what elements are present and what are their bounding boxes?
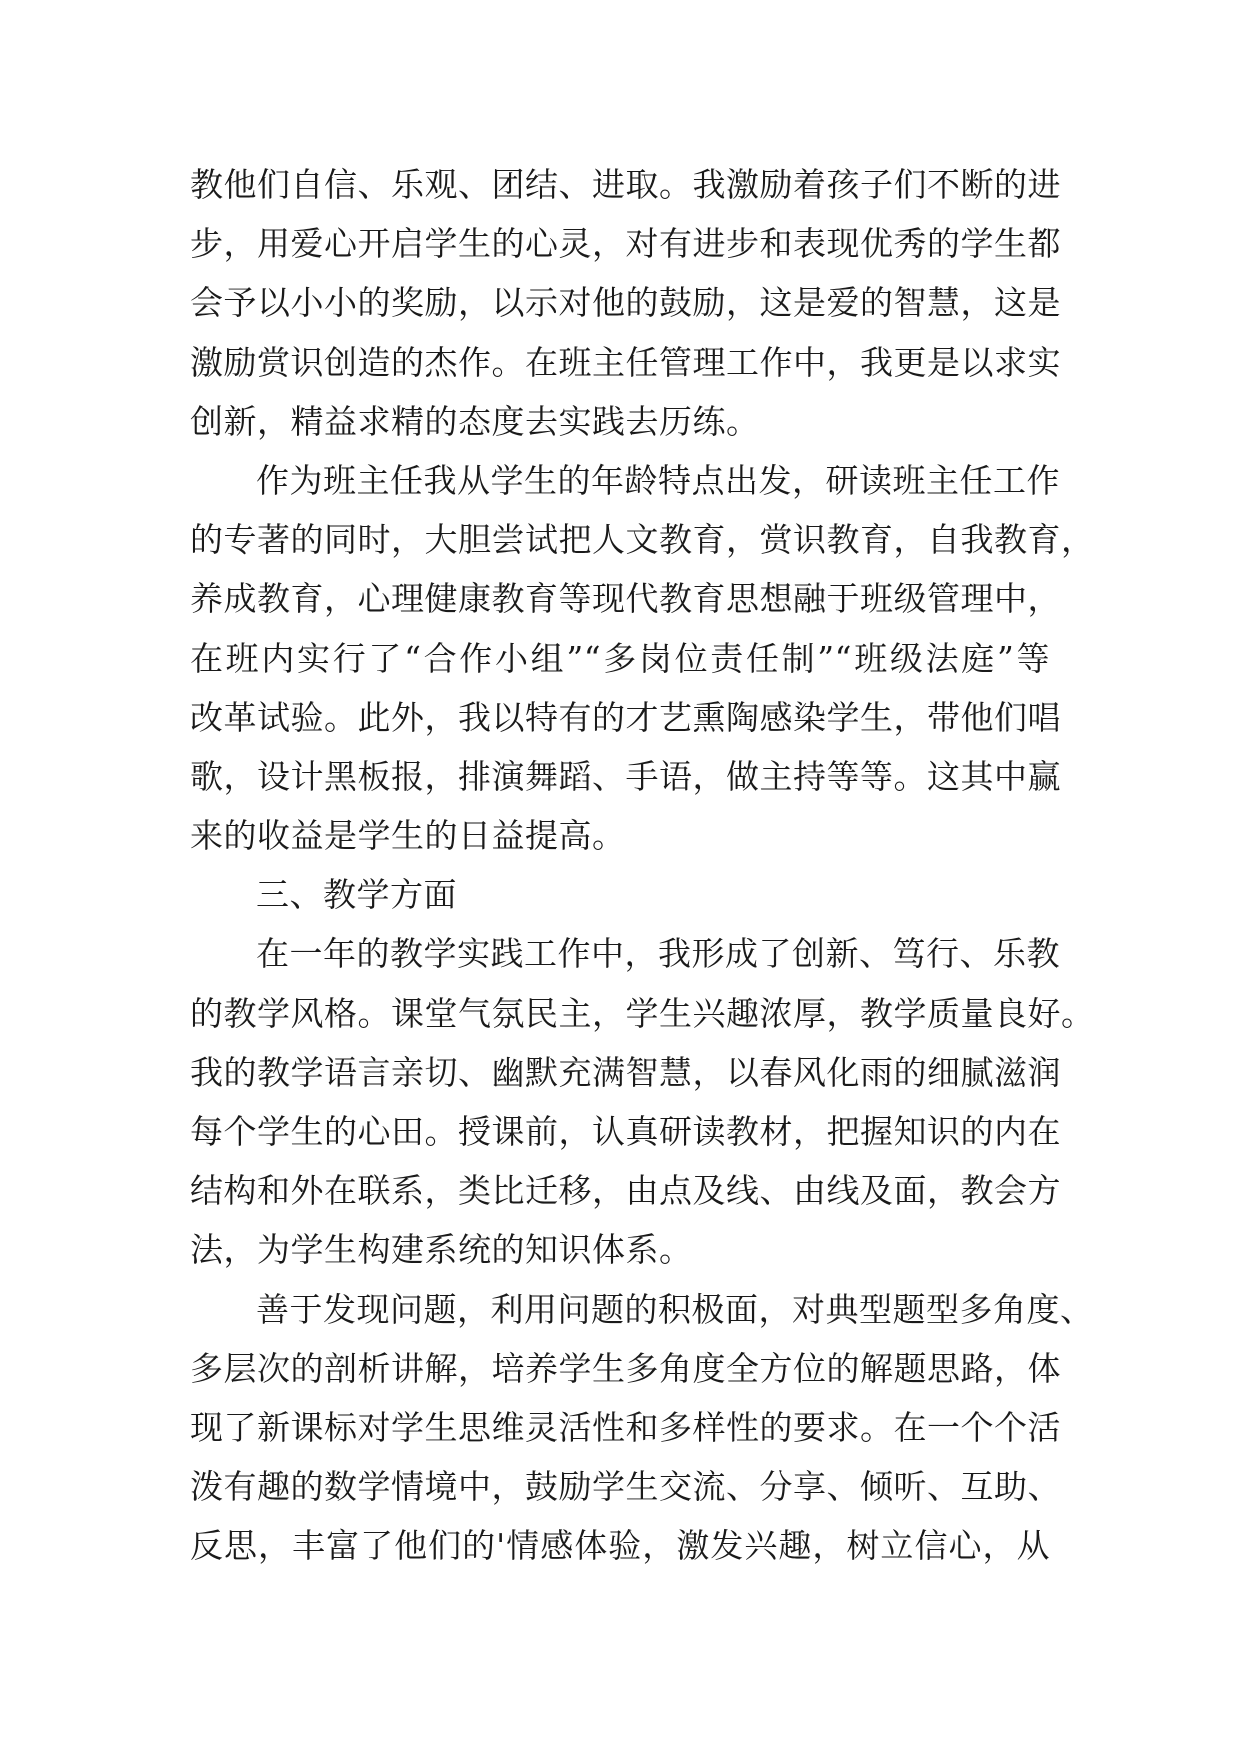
text-line: 法，为学生构建系统的知识体系。 (190, 1230, 693, 1270)
text-line: 在班内实行了“合作小组”“多岗位责任制”“班级法庭”等 (190, 638, 1050, 678)
text-line: 结构和外在联系，类比迁移，由点及线、由线及面，教会方 (190, 1171, 1061, 1211)
text-line: 泼有趣的数学情境中，鼓励学生交流、分享、倾听、互助、 (190, 1467, 1061, 1507)
text-line: 多层次的剖析讲解，培养学生多角度全方位的解题思路，体 (190, 1348, 1061, 1388)
text-line: 教他们自信、乐观、团结、进取。我激励着孩子们不断的进 (190, 165, 1061, 204)
section-heading: 三、教学方面 (256, 875, 457, 915)
text-line: 创新，精益求精的态度去实践去历练。 (190, 401, 760, 441)
text-line: 的专著的同时，大胆尝试把人文教育，赏识教育，自我教育， (190, 520, 1095, 560)
body-text (190, 155, 1095, 1576)
text-line: 歌，设计黑板报，排演舞蹈、手语，做主持等等。这其中赢 (190, 756, 1061, 796)
text-line: 善于发现问题，利用问题的积极面，对典型题型多角度、 (256, 1289, 1094, 1329)
text-line: 步，用爱心开启学生的心灵，对有进步和表现优秀的学生都 (190, 224, 1061, 264)
text-line: 会予以小小的奖励，以示对他的鼓励，这是爱的智慧，这是 (190, 283, 1061, 323)
text-line: 改革试验。此外，我以特有的才艺熏陶感染学生，带他们唱 (190, 697, 1061, 737)
text-line: 激励赏识创造的杰作。在班主任管理工作中，我更是以求实 (190, 342, 1061, 382)
text-line: 在一年的教学实践工作中，我形成了创新、笃行、乐教 (256, 934, 1060, 974)
text-line: 现了新课标对学生思维灵活性和多样性的要求。在一个个活 (190, 1407, 1061, 1447)
text-line: 每个学生的心田。授课前，认真研读教材，把握知识的内在 (190, 1112, 1061, 1151)
text-line: 反思，丰富了他们的'情感体验，激发兴趣，树立信心，从 (190, 1526, 1050, 1566)
text-line: 作为班主任我从学生的年龄特点出发，研读班主任工作 (256, 460, 1060, 500)
text-line: 的教学风格。课堂气氛民主，学生兴趣浓厚，教学质量良好。 (190, 993, 1095, 1033)
text-line: 养成教育，心理健康教育等现代教育思想融于班级管理中， (190, 579, 1061, 619)
text-line: 我的教学语言亲切、幽默充满智慧，以春风化雨的细腻滋润 (190, 1052, 1061, 1092)
text-line: 来的收益是学生的日益提高。 (190, 816, 626, 856)
